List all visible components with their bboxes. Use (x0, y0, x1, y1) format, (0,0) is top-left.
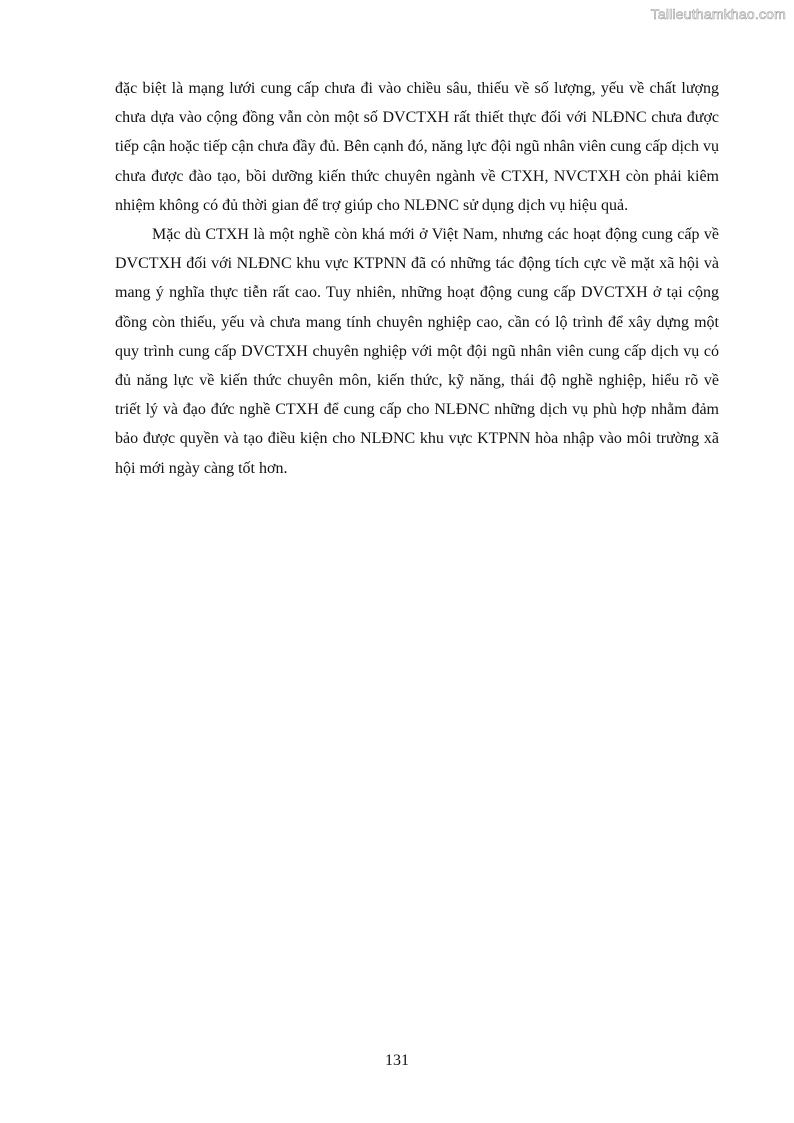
paragraph-continuation: đặc biệt là mạng lưới cung cấp chưa đi vào chiều sâu, thiếu về số lượng, yếu về chất lượng chưa dựa vào cộng đồng vẫn còn một số DVCTXH rất thiết thực đối với NLĐNC chưa được tiếp cận hoặc tiếp cận chưa đầy đủ. Bên cạnh đó, năng lực đội ngũ nhân viên cung cấp dịch vụ chưa được đào tạo, bồi dưỡng kiến thức chuyên ngành về CTXH, NVCTXH còn phải kiêm nhiệm không có đủ thời gian để trợ giúp cho NLĐNC sử dụng dịch vụ hiệu quả. (115, 80, 719, 214)
watermark: Tailieuthamkhao.com (650, 6, 786, 22)
page-number: 131 (385, 1052, 409, 1069)
paragraph-conclusion: Mặc dù CTXH là một nghề còn khá mới ở Việt Nam, nhưng các hoạt động cung cấp về DVCTXH đối với NLĐNC khu vực KTPNN đã có những tác động tích cực về mặt xã hội và mang ý nghĩa thực tiễn rất cao. Tuy nhiên, những hoạt động cung cấp DVCTXH ở tại cộng đồng còn thiếu, yếu và chưa mang tính chuyên nghiệp cao, cần có lộ trình để xây dựng một quy trình cung cấp DVCTXH chuyên nghiệp với một đội ngũ nhân viên cung cấp dịch vụ có đủ năng lực về kiến thức chuyên môn, kiến thức, kỹ năng, thái độ nghề nghiệp, hiểu rõ về triết lý và đạo đức nghề CTXH để cung cấp cho NLĐNC những dịch vụ phù hợp nhằm đảm bảo được quyền và tạo điều kiện cho NLĐNC khu vực KTPNN hòa nhập vào môi trường xã hội mới ngày càng tốt hơn. (115, 226, 719, 477)
document-body (115, 74, 719, 483)
